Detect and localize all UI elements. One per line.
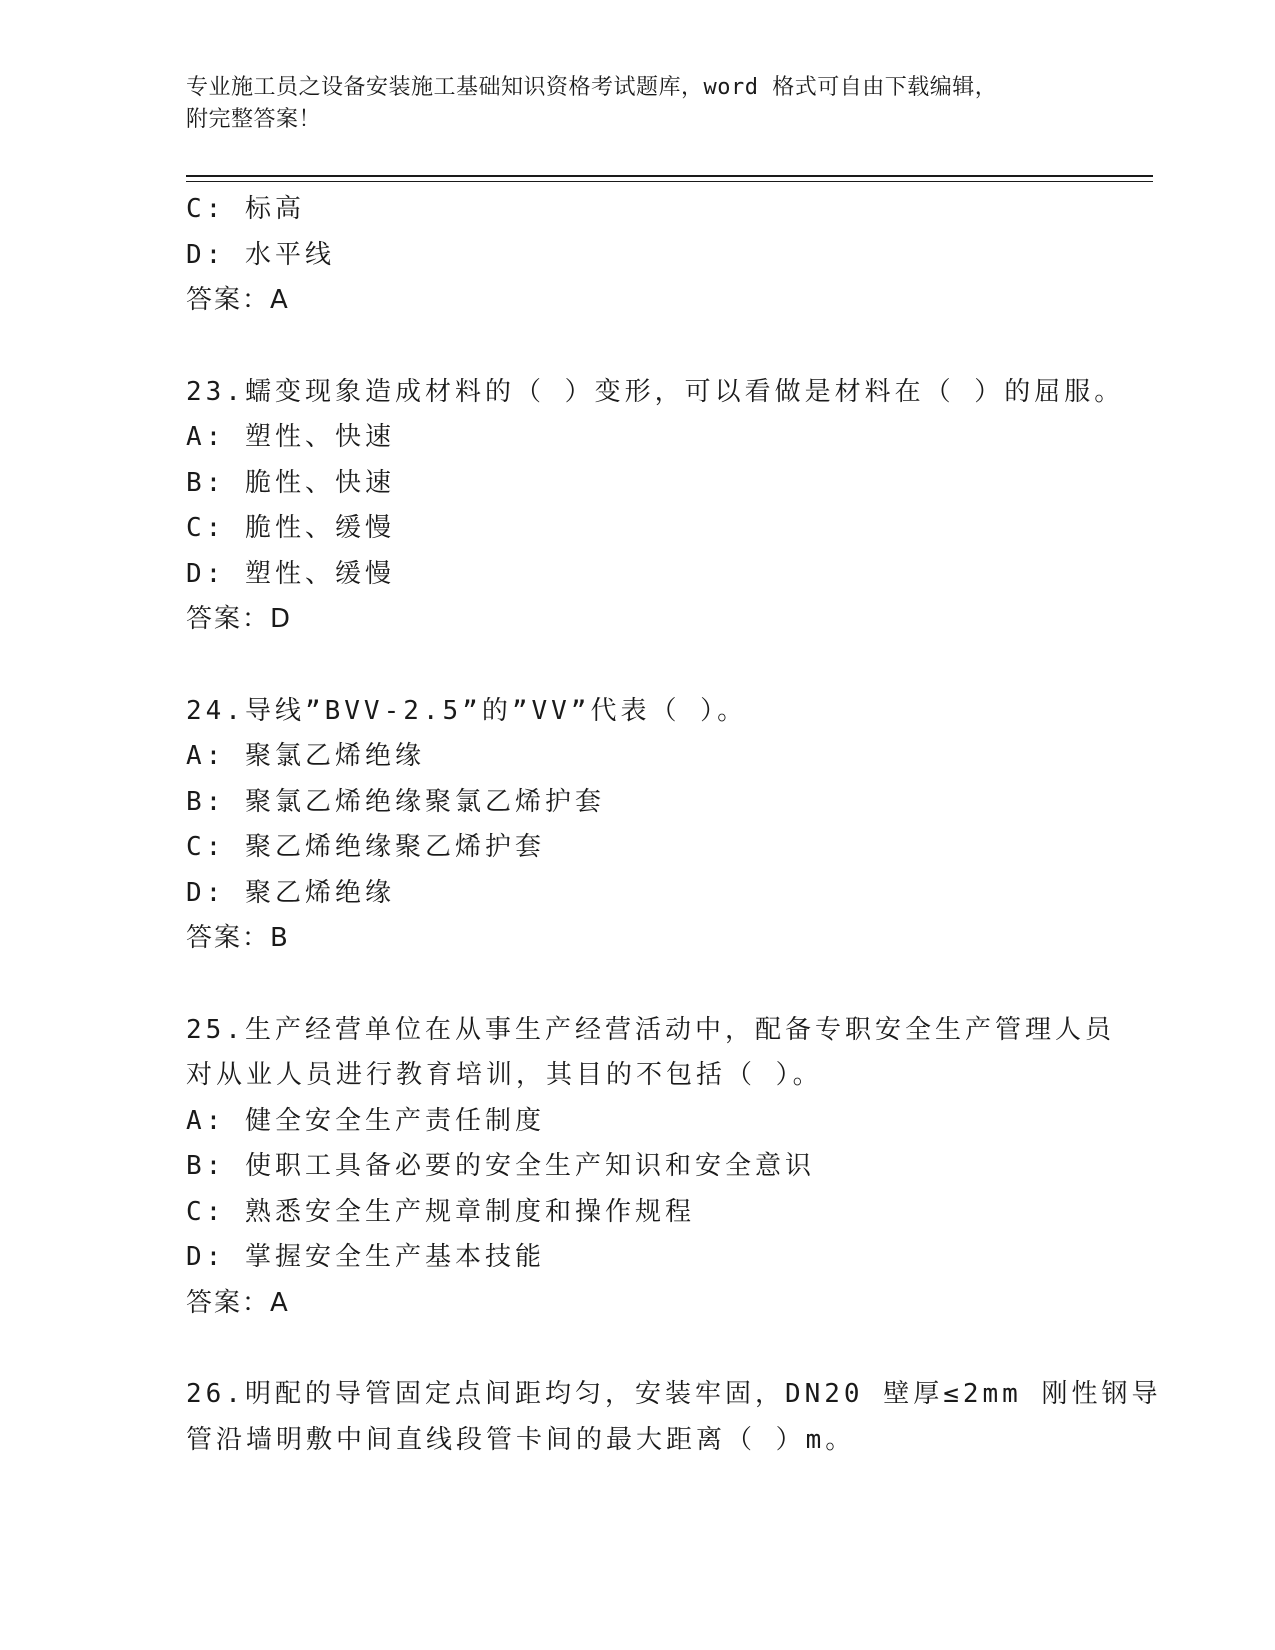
spacer <box>186 643 1086 689</box>
question-list <box>186 187 1162 1463</box>
question-stem-line-1: 25.生产经营单位在从事生产经营活动中，配备专职安全生产管理人员 <box>186 1014 1115 1045</box>
spacer <box>186 962 1086 1008</box>
option-d: D: 聚乙烯绝缘 <box>186 877 395 908</box>
answer-line: 答案：B <box>186 923 290 953</box>
option-b: B: 使职工具备必要的安全生产知识和安全意识 <box>186 1151 815 1181</box>
question-stem-line-2: 管沿墙明敷中间直线段管卡间的最大距离（ ）m。 <box>186 1424 856 1455</box>
question-26 <box>186 1372 1162 1463</box>
question-stem: 24.导线”BVV-2.5”的”VV”代表（ ）。 <box>186 695 748 726</box>
document-header <box>186 72 1086 136</box>
answer-line: 答案：D <box>186 604 293 634</box>
header-divider-thin <box>186 181 1153 182</box>
question-23 <box>186 370 1125 643</box>
answer-line: 答案：A <box>186 285 290 315</box>
answer-line: 答案：A <box>186 1287 290 1318</box>
spacer <box>186 1326 1086 1372</box>
option-b: B: 聚氯乙烯绝缘聚氯乙烯护套 <box>186 786 605 817</box>
option-d: D: 掌握安全生产基本技能 <box>186 1242 545 1272</box>
question-22-tail <box>186 187 1086 324</box>
header-line-1: 专业施工员之设备安装施工基础知识资格考试题库，word 格式可自由下载编辑， <box>186 75 998 100</box>
option-d: D: 水平线 <box>186 239 335 270</box>
header-line-2: 附完整答案！ <box>186 107 322 132</box>
option-a: A: 健全安全生产责任制度 <box>186 1105 545 1136</box>
option-c: C: 标高 <box>186 194 305 224</box>
question-stem-line-2: 对从业人员进行教育培训，其目的不包括（ ）。 <box>186 1060 823 1090</box>
question-stem: 23.蠕变现象造成材料的（ ）变形，可以看做是材料在（ ）的屈服。 <box>186 376 1125 407</box>
option-b: B: 脆性、快速 <box>186 467 395 498</box>
header-divider-thick <box>186 175 1153 177</box>
option-c: C: 聚乙烯绝缘聚乙烯护套 <box>186 832 545 862</box>
question-24 <box>186 689 1086 962</box>
spacer <box>186 324 1086 370</box>
question-25 <box>186 1008 1115 1327</box>
option-d: D: 塑性、缓慢 <box>186 558 395 589</box>
option-c: C: 脆性、缓慢 <box>186 513 395 543</box>
question-stem-line-1: 26.明配的导管固定点间距均匀，安装牢固，DN20 壁厚≤2mm 刚性钢导 <box>186 1379 1162 1409</box>
option-a: A: 聚氯乙烯绝缘 <box>186 741 425 771</box>
option-c: C: 熟悉安全生产规章制度和操作规程 <box>186 1196 695 1227</box>
option-a: A: 塑性、快速 <box>186 422 395 452</box>
